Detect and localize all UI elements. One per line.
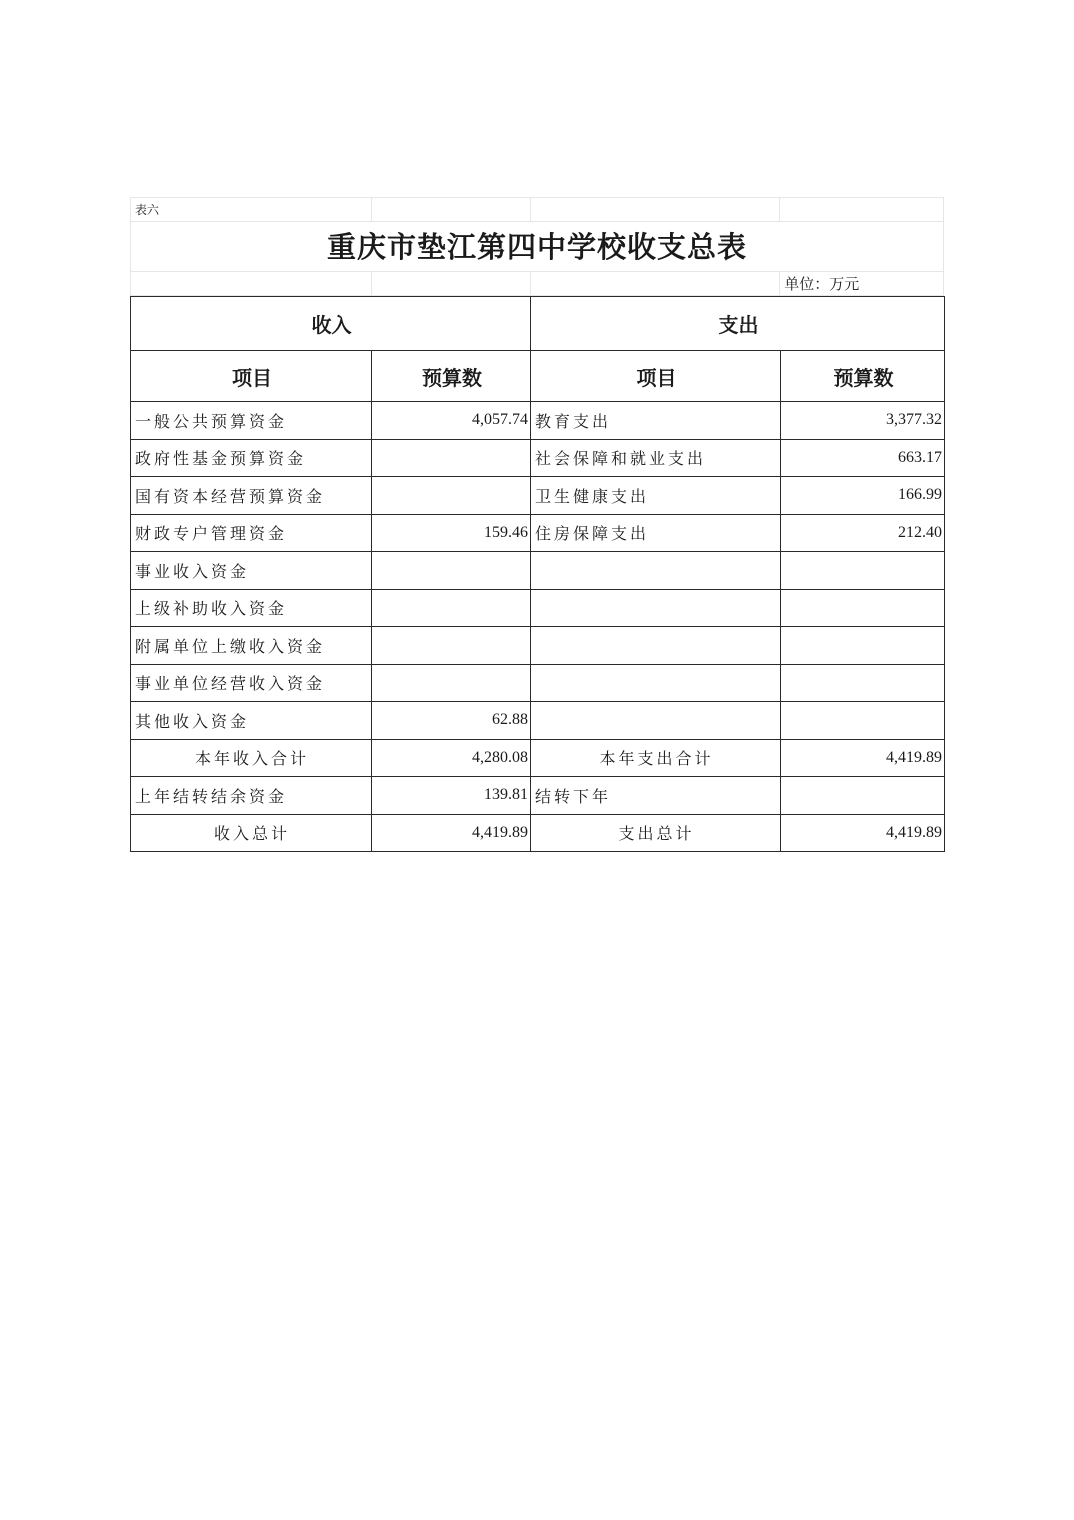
expense-budget-cell bbox=[781, 589, 945, 627]
table-row bbox=[131, 664, 945, 702]
income-budget-cell bbox=[372, 477, 531, 515]
column-expense-item: 项目 bbox=[531, 351, 781, 402]
income-item-cell: 政府性基金预算资金 bbox=[131, 439, 372, 477]
table-row bbox=[131, 477, 945, 515]
grand-total-row bbox=[131, 814, 945, 852]
income-item-cell: 其他收入资金 bbox=[131, 702, 372, 740]
income-item-cell: 上级补助收入资金 bbox=[131, 589, 372, 627]
carry-income-label: 上年结转结余资金 bbox=[131, 777, 372, 815]
expense-item-cell: 教育支出 bbox=[531, 402, 781, 440]
income-budget-cell bbox=[372, 552, 531, 590]
table-row bbox=[131, 402, 945, 440]
expense-budget-cell bbox=[781, 664, 945, 702]
expense-item-cell bbox=[531, 702, 781, 740]
income-budget-cell: 4,057.74 bbox=[372, 402, 531, 440]
table-row bbox=[131, 627, 945, 665]
section-expense: 支出 bbox=[531, 297, 945, 351]
expense-budget-cell bbox=[781, 552, 945, 590]
table-row bbox=[131, 552, 945, 590]
income-item-cell: 国有资本经营预算资金 bbox=[131, 477, 372, 515]
carry-income-value: 139.81 bbox=[372, 777, 531, 815]
column-header-row bbox=[131, 351, 945, 402]
income-expense-table bbox=[130, 296, 945, 852]
expense-item-cell bbox=[531, 552, 781, 590]
section-header-row bbox=[131, 297, 945, 351]
table-tag: 表六 bbox=[131, 198, 372, 222]
year-income-total-label: 本年收入合计 bbox=[131, 739, 372, 777]
year-income-total-value: 4,280.08 bbox=[372, 739, 531, 777]
expense-item-cell: 卫生健康支出 bbox=[531, 477, 781, 515]
column-income-item: 项目 bbox=[131, 351, 372, 402]
expense-budget-cell: 3,377.32 bbox=[781, 402, 945, 440]
table-row bbox=[131, 439, 945, 477]
carry-expense-label: 结转下年 bbox=[531, 777, 781, 815]
expense-item-cell: 社会保障和就业支出 bbox=[531, 439, 781, 477]
year-total-row bbox=[131, 739, 945, 777]
income-item-cell: 事业单位经营收入资金 bbox=[131, 664, 372, 702]
income-item-cell: 财政专户管理资金 bbox=[131, 514, 372, 552]
table-row bbox=[131, 702, 945, 740]
budget-sheet bbox=[130, 197, 944, 852]
column-income-budget: 预算数 bbox=[372, 351, 531, 402]
title-row bbox=[130, 222, 944, 272]
column-expense-budget: 预算数 bbox=[781, 351, 945, 402]
unit-label: 单位：万元 bbox=[780, 272, 944, 296]
page-title: 重庆市垫江第四中学校收支总表 bbox=[131, 222, 944, 272]
table-row bbox=[131, 589, 945, 627]
income-budget-cell: 62.88 bbox=[372, 702, 531, 740]
grand-income-total-value: 4,419.89 bbox=[372, 814, 531, 852]
unit-row bbox=[130, 272, 944, 296]
year-expense-total-label: 本年支出合计 bbox=[531, 739, 781, 777]
income-budget-cell bbox=[372, 627, 531, 665]
tag-row bbox=[130, 197, 944, 222]
income-item-cell: 附属单位上缴收入资金 bbox=[131, 627, 372, 665]
grand-expense-total-label: 支出总计 bbox=[531, 814, 781, 852]
income-budget-cell bbox=[372, 664, 531, 702]
expense-budget-cell: 166.99 bbox=[781, 477, 945, 515]
table-row bbox=[131, 514, 945, 552]
year-expense-total-value: 4,419.89 bbox=[781, 739, 945, 777]
expense-item-cell bbox=[531, 627, 781, 665]
expense-item-cell bbox=[531, 589, 781, 627]
expense-budget-cell: 212.40 bbox=[781, 514, 945, 552]
expense-budget-cell: 663.17 bbox=[781, 439, 945, 477]
income-item-cell: 事业收入资金 bbox=[131, 552, 372, 590]
grand-income-total-label: 收入总计 bbox=[131, 814, 372, 852]
carry-row bbox=[131, 777, 945, 815]
carry-expense-value bbox=[781, 777, 945, 815]
expense-item-cell bbox=[531, 664, 781, 702]
income-budget-cell: 159.46 bbox=[372, 514, 531, 552]
expense-item-cell: 住房保障支出 bbox=[531, 514, 781, 552]
income-budget-cell bbox=[372, 439, 531, 477]
income-item-cell: 一般公共预算资金 bbox=[131, 402, 372, 440]
expense-budget-cell bbox=[781, 702, 945, 740]
grand-expense-total-value: 4,419.89 bbox=[781, 814, 945, 852]
section-income: 收入 bbox=[131, 297, 531, 351]
expense-budget-cell bbox=[781, 627, 945, 665]
income-budget-cell bbox=[372, 589, 531, 627]
data-rows bbox=[131, 402, 945, 740]
